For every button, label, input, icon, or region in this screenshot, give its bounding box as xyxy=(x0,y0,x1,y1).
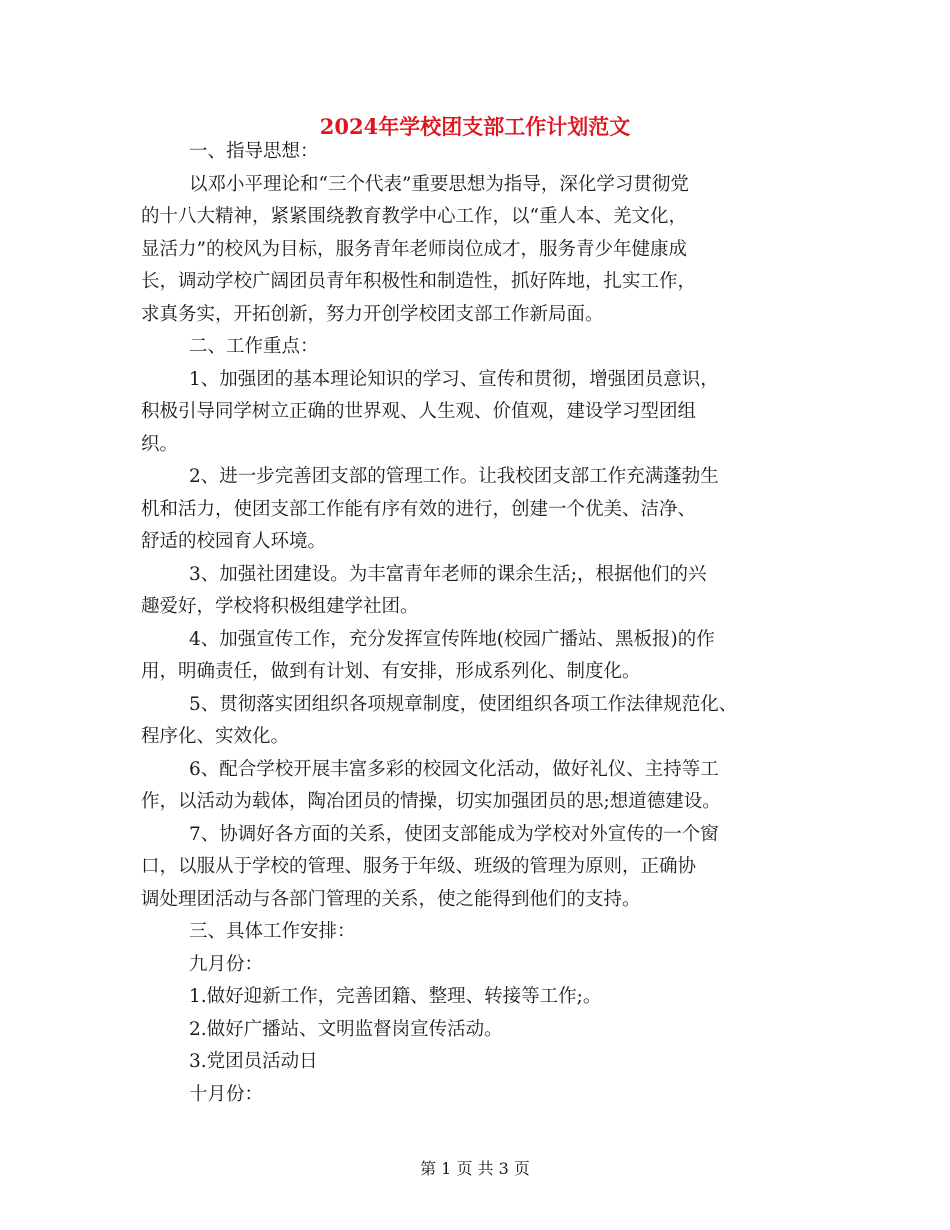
paragraph-line: 4、加强宣传工作，充分发挥宣传阵地(校园广播站、黑板报)的作 xyxy=(189,628,715,650)
paragraph xyxy=(141,559,831,624)
paragraph xyxy=(141,331,831,364)
paragraph-line: 舒适的校园育人环境。 xyxy=(141,531,327,552)
paragraph xyxy=(141,1046,831,1079)
paragraph xyxy=(141,1014,831,1047)
paragraph-line: 织。 xyxy=(141,433,179,455)
paragraph-line: 的十八大精神，紧紧围绕教育教学中心工作，以“重人本、羌文化， xyxy=(141,206,687,227)
paragraph-line: 长，调动学校广阔团员青年积极性和制造性，抓好阵地，扎实工作， xyxy=(141,271,697,292)
paragraph-line: 用，明确责任，做到有计划、有安排，形成系列化、制度化。 xyxy=(141,661,641,682)
paragraph-line: 1、加强团的基本理论知识的学习、宣传和贯彻，增强团员意识， xyxy=(189,368,719,390)
paragraph-line: 二、工作重点： xyxy=(189,336,319,357)
paragraph xyxy=(141,461,831,559)
paragraph-line: 趣爱好，学校将积极组建学社团。 xyxy=(141,596,419,617)
paragraph-line: 积极引导同学树立正确的世界观、人生观、价值观，建设学习型团组 xyxy=(141,401,697,422)
paragraph-line: 2.做好广播站、文明监督岗宣传活动。 xyxy=(189,1018,503,1040)
paragraph-line: 6、配合学校开展丰富多彩的校园文化活动，做好礼仪、主持等工 xyxy=(189,758,719,780)
paragraph-line: 3、加强社团建设。为丰富青年老师的课余生活;，根据他们的兴 xyxy=(189,563,707,585)
page-footer: 第 1 页 共 3 页 xyxy=(420,1159,530,1178)
document-title: 2024年学校团支部工作计划范文 xyxy=(319,114,631,139)
paragraph-line: 1.做好迎新工作，完善团籍、整理、转接等工作;。 xyxy=(189,986,602,1007)
paragraph-line: 以邓小平理论和“三个代表”重要思想为指导，深化学习贯彻党 xyxy=(189,173,689,195)
paragraph xyxy=(141,364,831,462)
paragraph-line: 2、进一步完善团支部的管理工作。让我校团支部工作充满蓬勃生 xyxy=(189,466,719,487)
paragraph-line: 求真务实，开拓创新，努力开创学校团支部工作新局面。 xyxy=(141,303,604,325)
paragraph xyxy=(141,754,831,819)
paragraph-line: 口，以服从于学校的管理、服务于年级、班级的管理为原则，正确协 xyxy=(141,856,697,877)
paragraph-line: 调处理团活动与各部门管理的关系，使之能得到他们的支持。 xyxy=(141,888,641,910)
paragraph-line: 3.党团员活动日 xyxy=(189,1051,318,1072)
paragraph-line: 7、协调好各方面的关系，使团支部能成为学校对外宣传的一个窗 xyxy=(189,823,719,845)
paragraph-line: 显活力”的校风为目标，服务青年老师岗位成才，服务青少年健康成 xyxy=(141,238,687,260)
paragraph-line: 作，以活动为载体，陶冶团员的情操，切实加强团员的思;想道德建设。 xyxy=(141,791,721,812)
paragraph xyxy=(141,819,831,917)
paragraph-line: 5、贯彻落实团组织各项规章制度，使团组织各项工作法律规范化、 xyxy=(189,693,738,715)
paragraph xyxy=(141,169,831,332)
paragraph-line: 机和活力，使团支部工作能有序有效的进行，创建一个优美、洁净、 xyxy=(141,498,697,520)
paragraph-line: 一、指导思想： xyxy=(189,141,319,162)
paragraph xyxy=(141,136,831,169)
paragraph xyxy=(141,981,831,1014)
document-body xyxy=(141,136,831,1111)
paragraph-line: 三、具体工作安排： xyxy=(189,921,356,942)
paragraph xyxy=(141,689,831,754)
paragraph xyxy=(141,1079,831,1112)
paragraph xyxy=(141,916,831,949)
paragraph-line: 十月份： xyxy=(189,1083,264,1105)
paragraph-line: 九月份： xyxy=(189,953,264,975)
paragraph xyxy=(141,949,831,982)
paragraph-line: 程序化、实效化。 xyxy=(141,726,290,747)
paragraph xyxy=(141,624,831,689)
